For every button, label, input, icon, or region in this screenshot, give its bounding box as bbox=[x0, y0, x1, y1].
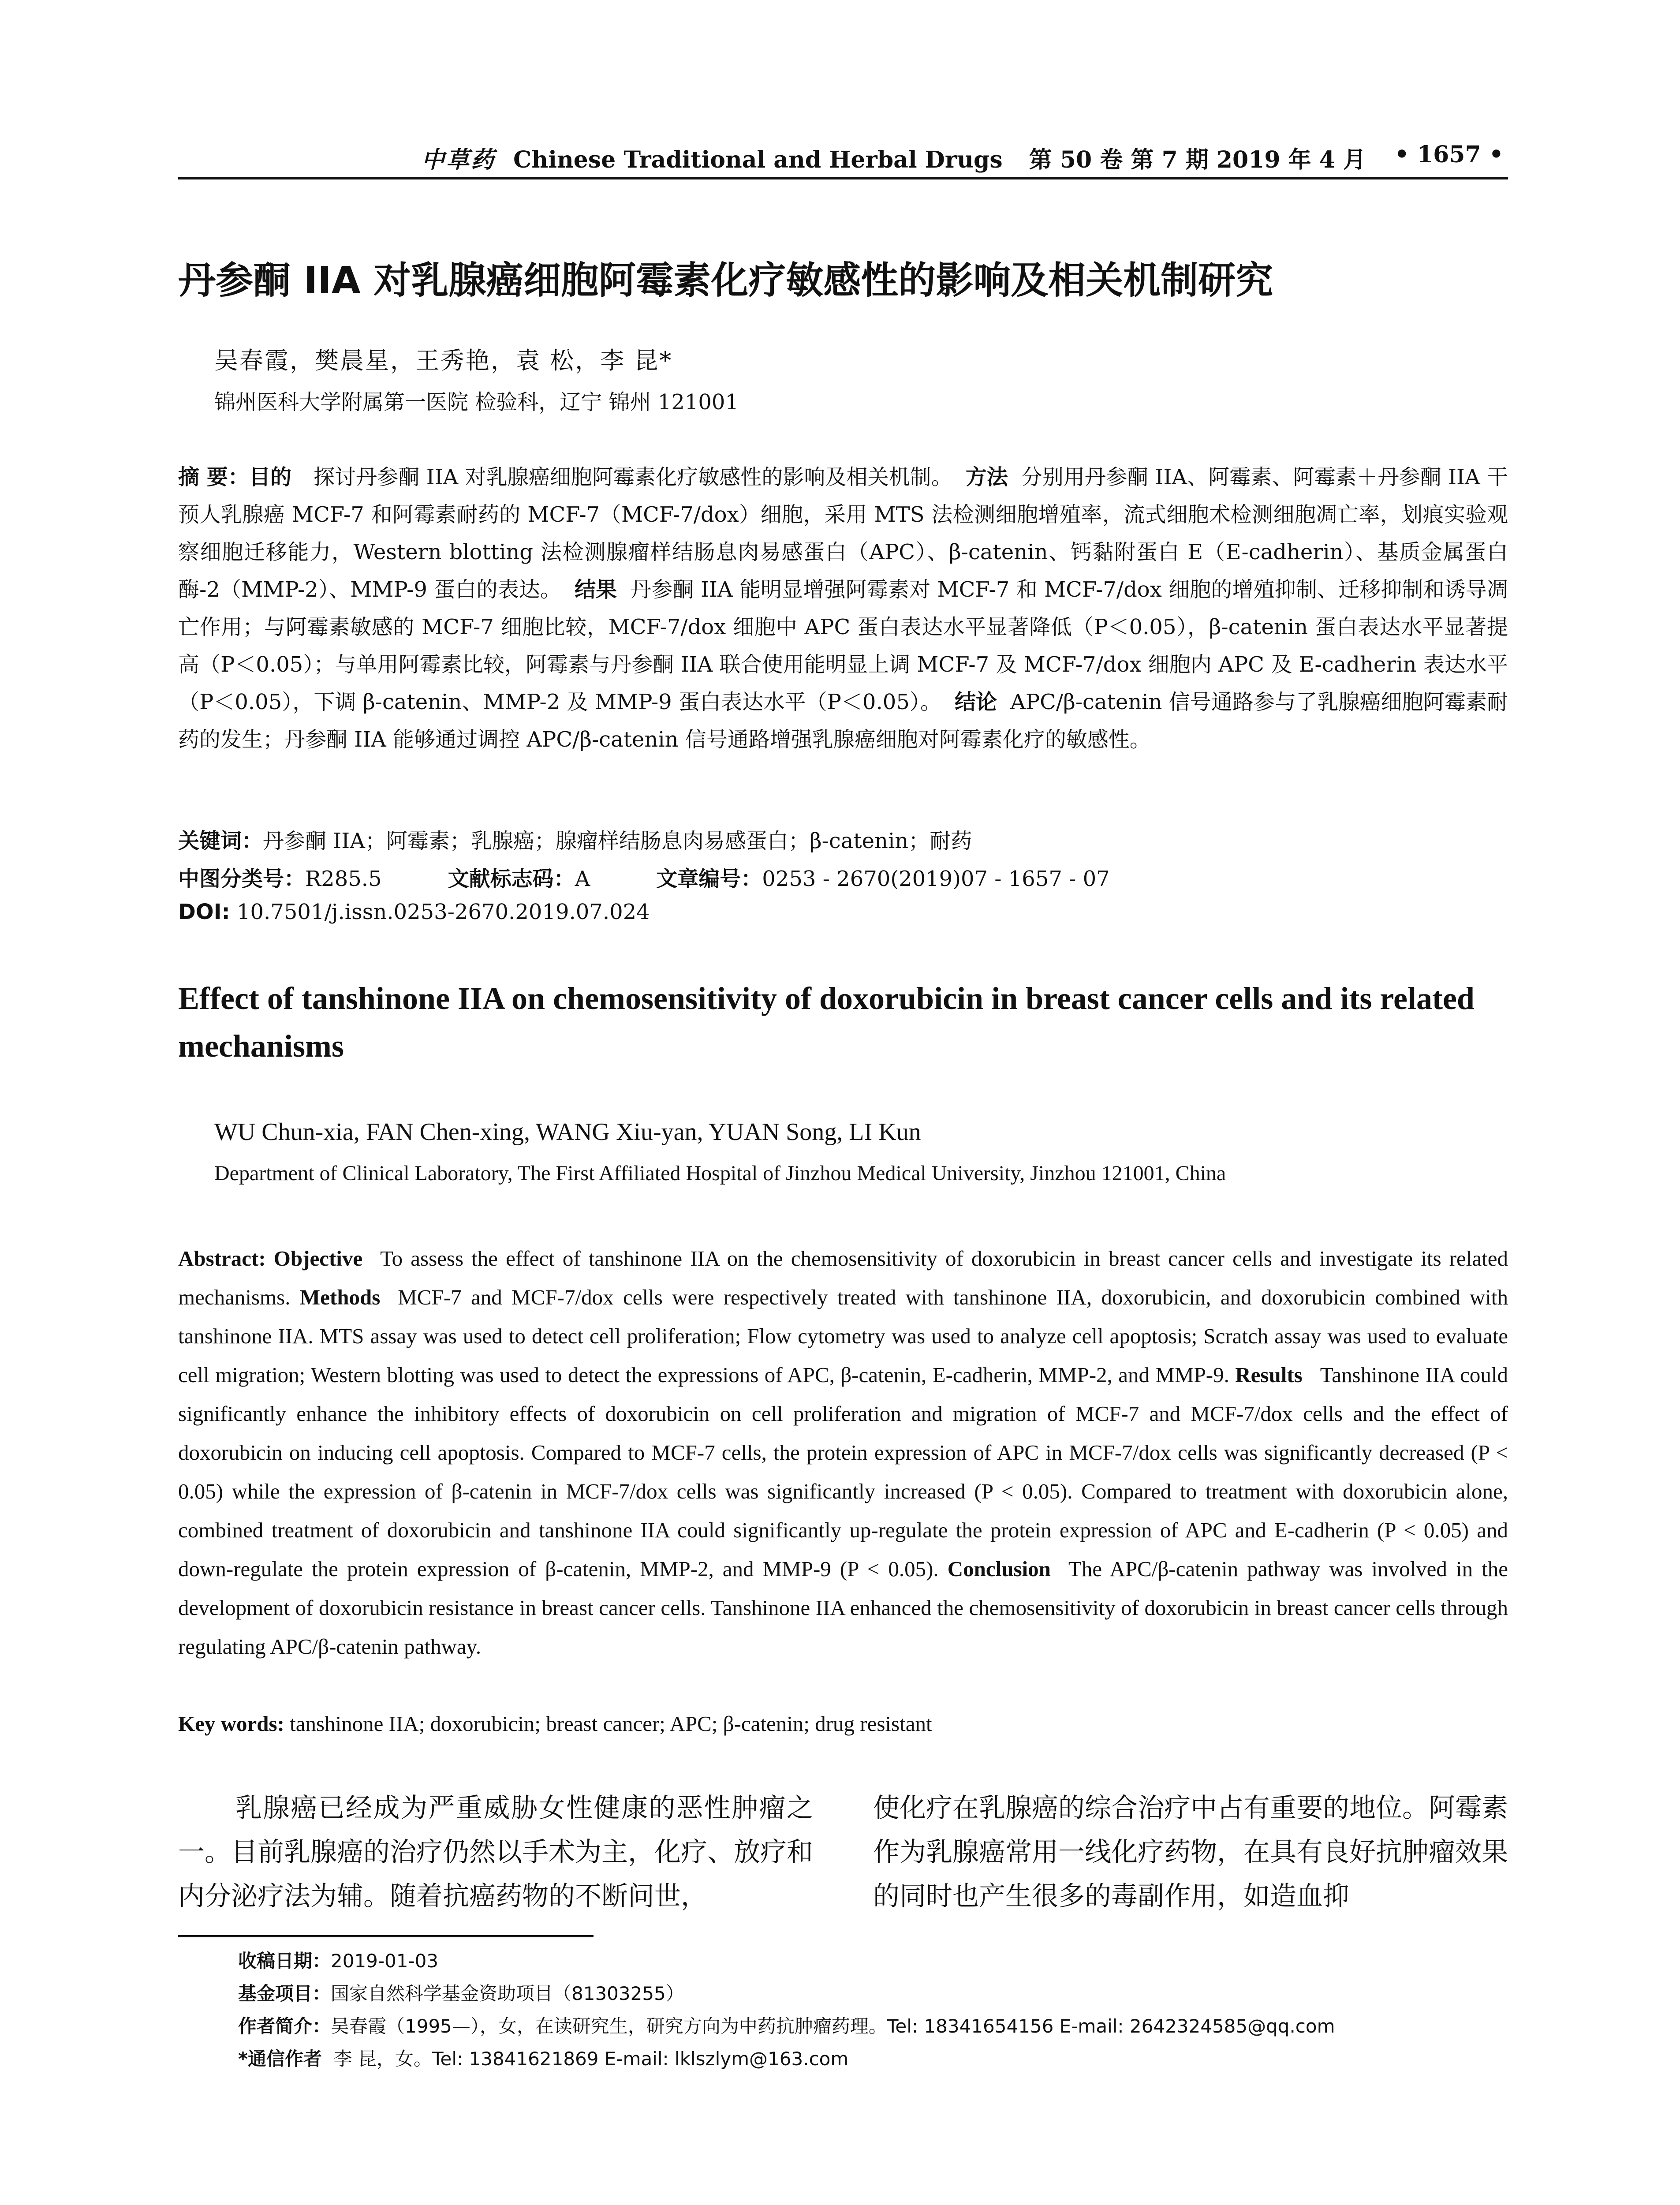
fund-label: 基金项目： bbox=[238, 1983, 331, 2004]
clc-value: R285.5 bbox=[305, 867, 382, 891]
footnotes bbox=[238, 1945, 1335, 2075]
doi-value: 10.7501/j.issn.0253-2670.2019.07.024 bbox=[236, 900, 650, 924]
journal-name bbox=[422, 141, 1366, 174]
methods-en-label: Methods bbox=[299, 1285, 381, 1309]
received-value: 2019-01-03 bbox=[331, 1950, 439, 1972]
abstract-cn-label: 摘 要： bbox=[178, 465, 249, 490]
doi-line bbox=[178, 900, 650, 924]
doc-code-value: A bbox=[575, 867, 590, 891]
conclusion-cn-label: 结论 bbox=[955, 690, 997, 714]
corresponding-value: 李 昆，女。Tel: 13841621869 E-mail: lklszlym@163.com bbox=[333, 2048, 849, 2070]
authors-en: WU Chun-xia, FAN Chen-xing, WANG Xiu-yan, YUAN Song, LI Kun bbox=[214, 1118, 921, 1146]
author-label: 作者简介： bbox=[238, 2015, 331, 2037]
author-value: 吴春霞（1995—），女，在读研究生，研究方向为中药抗肿瘤药理。Tel: 18341654156 E-mail: 2642324585@qq.com bbox=[331, 2015, 1335, 2037]
journal-name-en: Chinese Traditional and Herbal Drugs bbox=[513, 146, 1003, 173]
objective-cn: 探讨丹参酮 IIA 对乳腺癌细胞阿霉素化疗敏感性的影响及相关机制。 bbox=[314, 465, 952, 490]
keywords-cn bbox=[178, 824, 972, 854]
methods-cn: 分别用丹参酮 IIA、阿霉素、阿霉素＋丹参酮 IIA 干预人乳腺癌 MCF-7 和阿霉素耐药的 MCF-7（MCF-7/dox）细胞，采用 MTS 法检测细胞增殖率，流式细胞术检测细胞凋亡率，划痕实验观察细胞迁移能力，Western blotting 法检测腺瘤样结肠息肉易感蛋白（APC）、β-catenin、钙黏附蛋白 E（E-cadherin）、基质金属蛋白酶-2（MMP-2）、MMP-9 蛋白的表达。 bbox=[178, 465, 1508, 602]
title-cn: 丹参酮 IIA 对乳腺癌细胞阿霉素化疗敏感性的影响及相关机制研究 bbox=[178, 259, 1273, 303]
abstract-en bbox=[178, 1239, 1508, 1666]
corresponding-label: *通信作者 bbox=[238, 2048, 322, 2070]
doi-label: DOI: bbox=[178, 900, 230, 924]
results-cn-label: 结果 bbox=[575, 577, 617, 602]
clc-label: 中图分类号： bbox=[178, 867, 306, 891]
results-en-label: Results bbox=[1235, 1363, 1303, 1387]
classification-line bbox=[178, 862, 1110, 892]
objective-en-label: Objective bbox=[273, 1246, 363, 1271]
article-no-label: 文章编号： bbox=[656, 867, 762, 891]
keywords-cn-label: 关键词： bbox=[178, 829, 263, 853]
affiliation-en: Department of Clinical Laboratory, The First Affiliated Hospital of Jinzhou Medical University, Jinzhou 121001, China bbox=[214, 1162, 1226, 1185]
journal-logo-cn: 中草药 bbox=[422, 146, 496, 173]
keywords-en-label: Key words: bbox=[178, 1712, 284, 1736]
methods-cn-label: 方法 bbox=[965, 465, 1008, 490]
title-en: Effect of tanshinone IIA on chemosensitivity of doxorubicin in breast cancer cells and its related mechanisms bbox=[178, 981, 1475, 1064]
conclusion-en: The APC/β-catenin pathway was involved in the development of doxorubicin resistance in breast cancer cells. Tanshinone IIA enhanced the chemosensitivity of doxorubicin in breast cancer cells through regulating APC/β-catenin pathway. bbox=[178, 1557, 1508, 1659]
received-label: 收稿日期： bbox=[238, 1950, 331, 1972]
fund-value: 国家自然科学基金资助项目（81303255） bbox=[331, 1983, 684, 2004]
article-no-value: 0253 - 2670(2019)07 - 1657 - 07 bbox=[762, 867, 1110, 891]
conclusion-en-label: Conclusion bbox=[947, 1557, 1051, 1581]
keywords-cn-text: 丹参酮 IIA；阿霉素；乳腺癌；腺瘤样结肠息肉易感蛋白；β-catenin；耐药 bbox=[263, 829, 972, 853]
objective-en: To assess the effect of tanshinone IIA on the chemosensitivity of doxorubicin in breast cancer cells and investigate its related mechanisms. bbox=[178, 1246, 1508, 1309]
keywords-en-text: tanshinone IIA; doxorubicin; breast cancer; APC; β-catenin; drug resistant bbox=[290, 1712, 932, 1736]
authors-cn: 吴春霞，樊晨星，王秀艳，袁 松，李 昆* bbox=[214, 347, 673, 374]
issue-info: 第 50 卷 第 7 期 2019 年 4 月 bbox=[1029, 146, 1366, 173]
footnote-corresponding bbox=[238, 2043, 1335, 2075]
footnote-fund bbox=[238, 1977, 1335, 2010]
doc-code-label: 文献标志码： bbox=[448, 867, 575, 891]
body-column-left: 乳腺癌已经成为严重威胁女性健康的恶性肿瘤之一。目前乳腺癌的治疗仍然以手术为主，化疗、放疗和内分泌疗法为辅。随着抗癌药物的不断问世， bbox=[178, 1793, 813, 1912]
affiliation-cn: 锦州医科大学附属第一医院 检验科，辽宁 锦州 121001 bbox=[214, 390, 739, 415]
results-en: Tanshinone IIA could significantly enhance the inhibitory effects of doxorubicin on cell proliferation and migration of MCF-7 and MCF-7/dox cells and the effect of doxorubicin on inducing cell apoptosis. Compared to MCF-7 cells, the protein expression of APC in MCF-7/dox cells was significantly decreased (P < 0.05) while the expression of β-catenin in MCF-7/dox cells was significantly increased (P < 0.05). Compared to treatment with doxorubicin alone, combined treatment of doxorubicin and tanshinone IIA could significantly up-regulate the protein expression of APC and E-cadherin (P < 0.05) and down-regulate the protein expression of β-catenin, MMP-2, and MMP-9 (P < 0.05). bbox=[178, 1363, 1508, 1581]
results-cn: 丹参酮 IIA 能明显增强阿霉素对 MCF-7 和 MCF-7/dox 细胞的增殖抑制、迁移抑制和诱导凋亡作用；与阿霉素敏感的 MCF-7 细胞比较，MCF-7/dox 细胞中 APC 蛋白表达水平显著降低（P＜0.05），β-catenin 蛋白表达水平显著提高（P＜0.05）；与单用阿霉素比较，阿霉素与丹参酮 IIA 联合使用能明显上调 MCF-7 及 MCF-7/dox 细胞内 APC 及 E-cadherin 表达水平（P＜0.05），下调 β-catenin、MMP-2 及 MMP-9 蛋白表达水平（P＜0.05）。 bbox=[178, 577, 1508, 714]
abstract-cn bbox=[178, 459, 1508, 759]
objective-cn-label: 目的 bbox=[249, 465, 292, 490]
conclusion-cn: APC/β-catenin 信号通路参与了乳腺癌细胞阿霉素耐药的发生；丹参酮 IIA 能够通过调控 APC/β-catenin 信号通路增强乳腺癌细胞对阿霉素化疗的敏感性。 bbox=[178, 690, 1508, 752]
methods-en: MCF-7 and MCF-7/dox cells were respectively treated with tanshinone IIA, doxorubicin, and doxorubicin combined with tanshinone IIA. MTS assay was used to detect cell proliferation; Flow cytometry was used to analyze cell apoptosis; Scratch assay was used to evaluate cell migration; Western blotting was used to detect the expressions of APC, β-catenin, E-cadherin, MMP-2, and MMP-9. bbox=[178, 1285, 1508, 1387]
body-column-right: 使化疗在乳腺癌的综合治疗中占有重要的地位。阿霉素作为乳腺癌常用一线化疗药物，在具有良好抗肿瘤效果的同时也产生很多的毒副作用，如造血抑 bbox=[873, 1793, 1508, 1912]
keywords-en bbox=[178, 1711, 932, 1736]
abstract-en-label: Abstract: bbox=[178, 1246, 266, 1271]
page-number: • 1657 • bbox=[1394, 141, 1504, 168]
running-header bbox=[178, 138, 1508, 179]
footnote-divider bbox=[178, 1935, 594, 1937]
footnote-received bbox=[238, 1945, 1335, 1977]
footnote-author bbox=[238, 2010, 1335, 2043]
